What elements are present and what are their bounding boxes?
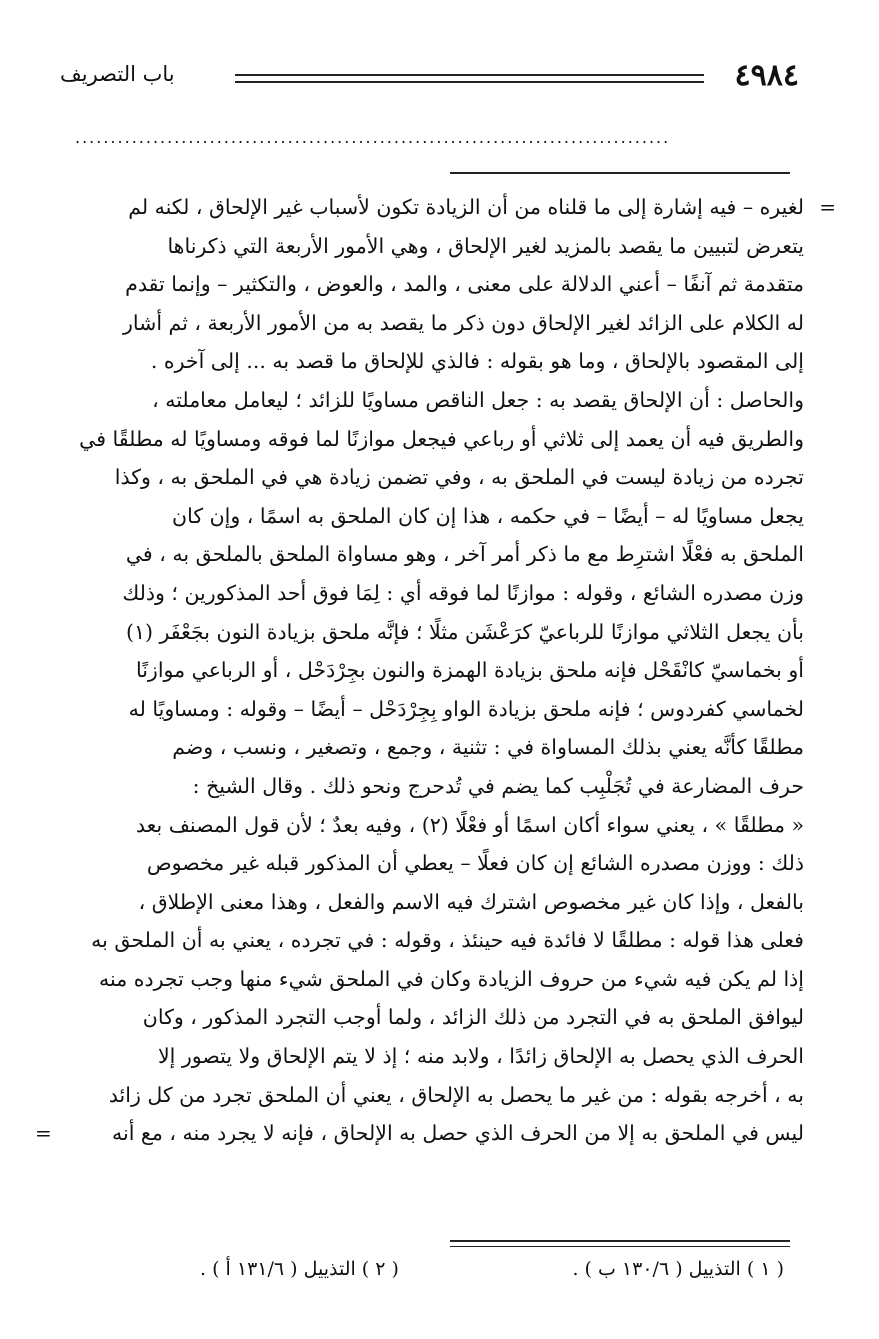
text-line: ذلك : ووزن مصدره الشائع إن كان فعلًا – يعطي أن المذكور قبله غير مخصوص (146, 851, 804, 876)
text-top-rule (450, 172, 790, 174)
separator-dots: .................................................................................... (75, 128, 671, 147)
text-line: الحرف الذي يحصل به الإلحاق زائدًا ، ولابد منه ؛ إذ لا يتم الإلحاق ولا يتصور إلا (157, 1044, 804, 1069)
footnotes (200, 1258, 784, 1288)
page-header (60, 58, 799, 98)
text-line: وزن مصدره الشائع ، وقوله : موازنًا لما فوقه أي : لِمَا فوق أحد المذكورين ؛ وذلك (122, 580, 804, 605)
text-line: له الكلام على الزائد لغير الإلحاق دون ذكر ما يقصد به من الأمور الأربعة ، ثم أشار (123, 310, 804, 335)
text-line: أو بخماسيّ كانْقَحْل فإنه ملحق بزيادة الهمزة والنون بجِرْدَحْل ، أو الرباعي موازنًا (135, 658, 804, 683)
text-line: متقدمة ثم آنفًا – أعني الدلالة على معنى ، والمد ، والعوض ، والتكثير – وإنما تقدم (125, 272, 804, 297)
text-line: يتعرض لتبيين ما يقصد بالمزيد لغير الإلحاق ، وهي الأمور الأربعة التي ذكرناها (167, 233, 804, 258)
text-line: تجرده من زيادة ليست في الملحق به ، وفي تضمن زيادة هي في الملحق به ، وكذا (114, 465, 804, 490)
text-line: والطريق فيه أن يعمد إلى ثلاثي أو رباعي فيجعل موازنًا لما فوقه ومساويًا له مطلقًا في (79, 426, 804, 451)
text-line: فعلى هذا قوله : مطلقًا لا فائدة فيه حينئذ ، وقوله : في تجرده ، يعني به أن الملحق به (91, 928, 804, 953)
text-line: والحاصل : أن الإلحاق يقصد به : جعل الناقص مساويًا للزائد ؛ ليعامل معاملته ، (152, 387, 804, 412)
text-line: ليوافق الملحق به في التجرد من ذلك الزائد ، ولما أوجب التجرد المذكور ، وكان (142, 1005, 804, 1030)
text-line: « مطلقًا » ، يعني سواء أكان اسمًا أو فعْلًا (٢) ، وفيه بعدٌ ؛ لأن قول المصنف بعد (135, 812, 804, 837)
text-line: مطلقًا كأنَّه يعني بذلك المساواة في : تثنية ، وجمع ، وتصغير ، ونسب ، وضم (172, 735, 804, 760)
header-double-rule (235, 74, 704, 83)
text-line: به ، أخرجه بقوله : من غير ما يحصل به الإلحاق ، يعني أن الملحق تجرد من كل زائد (108, 1082, 804, 1107)
page-number: ٤٩٨٤ (734, 58, 799, 93)
footnote-2: ( ٢ ) التذييل ( ١٣١/٦ أ ) . (200, 1258, 399, 1280)
body-text (35, 188, 836, 1153)
text-line: بالفعل ، وإذا كان غير مخصوص اشترك فيه الاسم والفعل ، وهذا معنى الإطلاق ، (138, 889, 804, 914)
text-line: بأن يجعل الثلاثي موازنًا للرباعيّ كرَعْشَن مثلًا ؛ فإنَّه ملحق بزيادة النون بجَعْفَر (١) (125, 619, 804, 644)
text-line: يجعل مساويًا له – أيضًا – في حكمه ، هذا إن كان الملحق به اسمًا ، وإن كان (172, 503, 804, 528)
text-line: إذا لم يكن فيه شيء من حروف الزيادة وكان في الملحق شيء منها وجب تجرده منه (99, 966, 804, 991)
text-line: إلى المقصود بالإلحاق ، وما هو بقوله : فالذي للإلحاق ما قصد به ... إلى آخره . (150, 349, 804, 374)
continuation-mark-start: = (819, 195, 836, 219)
chapter-title: باب التصريف (60, 62, 175, 86)
footnote-1: ( ١ ) التذييل ( ١٣٠/٦ ب ) . (572, 1258, 784, 1280)
text-line: حرف المضارعة في تُجَلْبِب كما يضم في تُدحرج ونحو ذلك . وقال الشيخ : (192, 773, 804, 798)
continuation-mark-end: = (35, 1121, 52, 1146)
text-line: لغيره – فيه إشارة إلى ما قلناه من أن الزيادة تكون لأسباب غير الإلحاق ، لكنه لم (128, 195, 804, 219)
footnote-rule (450, 1240, 790, 1247)
text-line: لخماسي كفردوس ؛ فإنه ملحق بزيادة الواو بِجِرْدَحْل – أيضًا – وقوله : ومساويًا له (128, 696, 804, 721)
text-line: ليس في الملحق به إلا من الحرف الذي حصل به الإلحاق ، فإنه لا يجرد منه ، مع أنه (112, 1121, 804, 1146)
body-lines (63, 188, 804, 1153)
text-line: الملحق به فعْلًا اشترِط مع ما ذكر أمر آخر ، وهو مساواة الملحق بالملحق به ، في (125, 542, 804, 567)
